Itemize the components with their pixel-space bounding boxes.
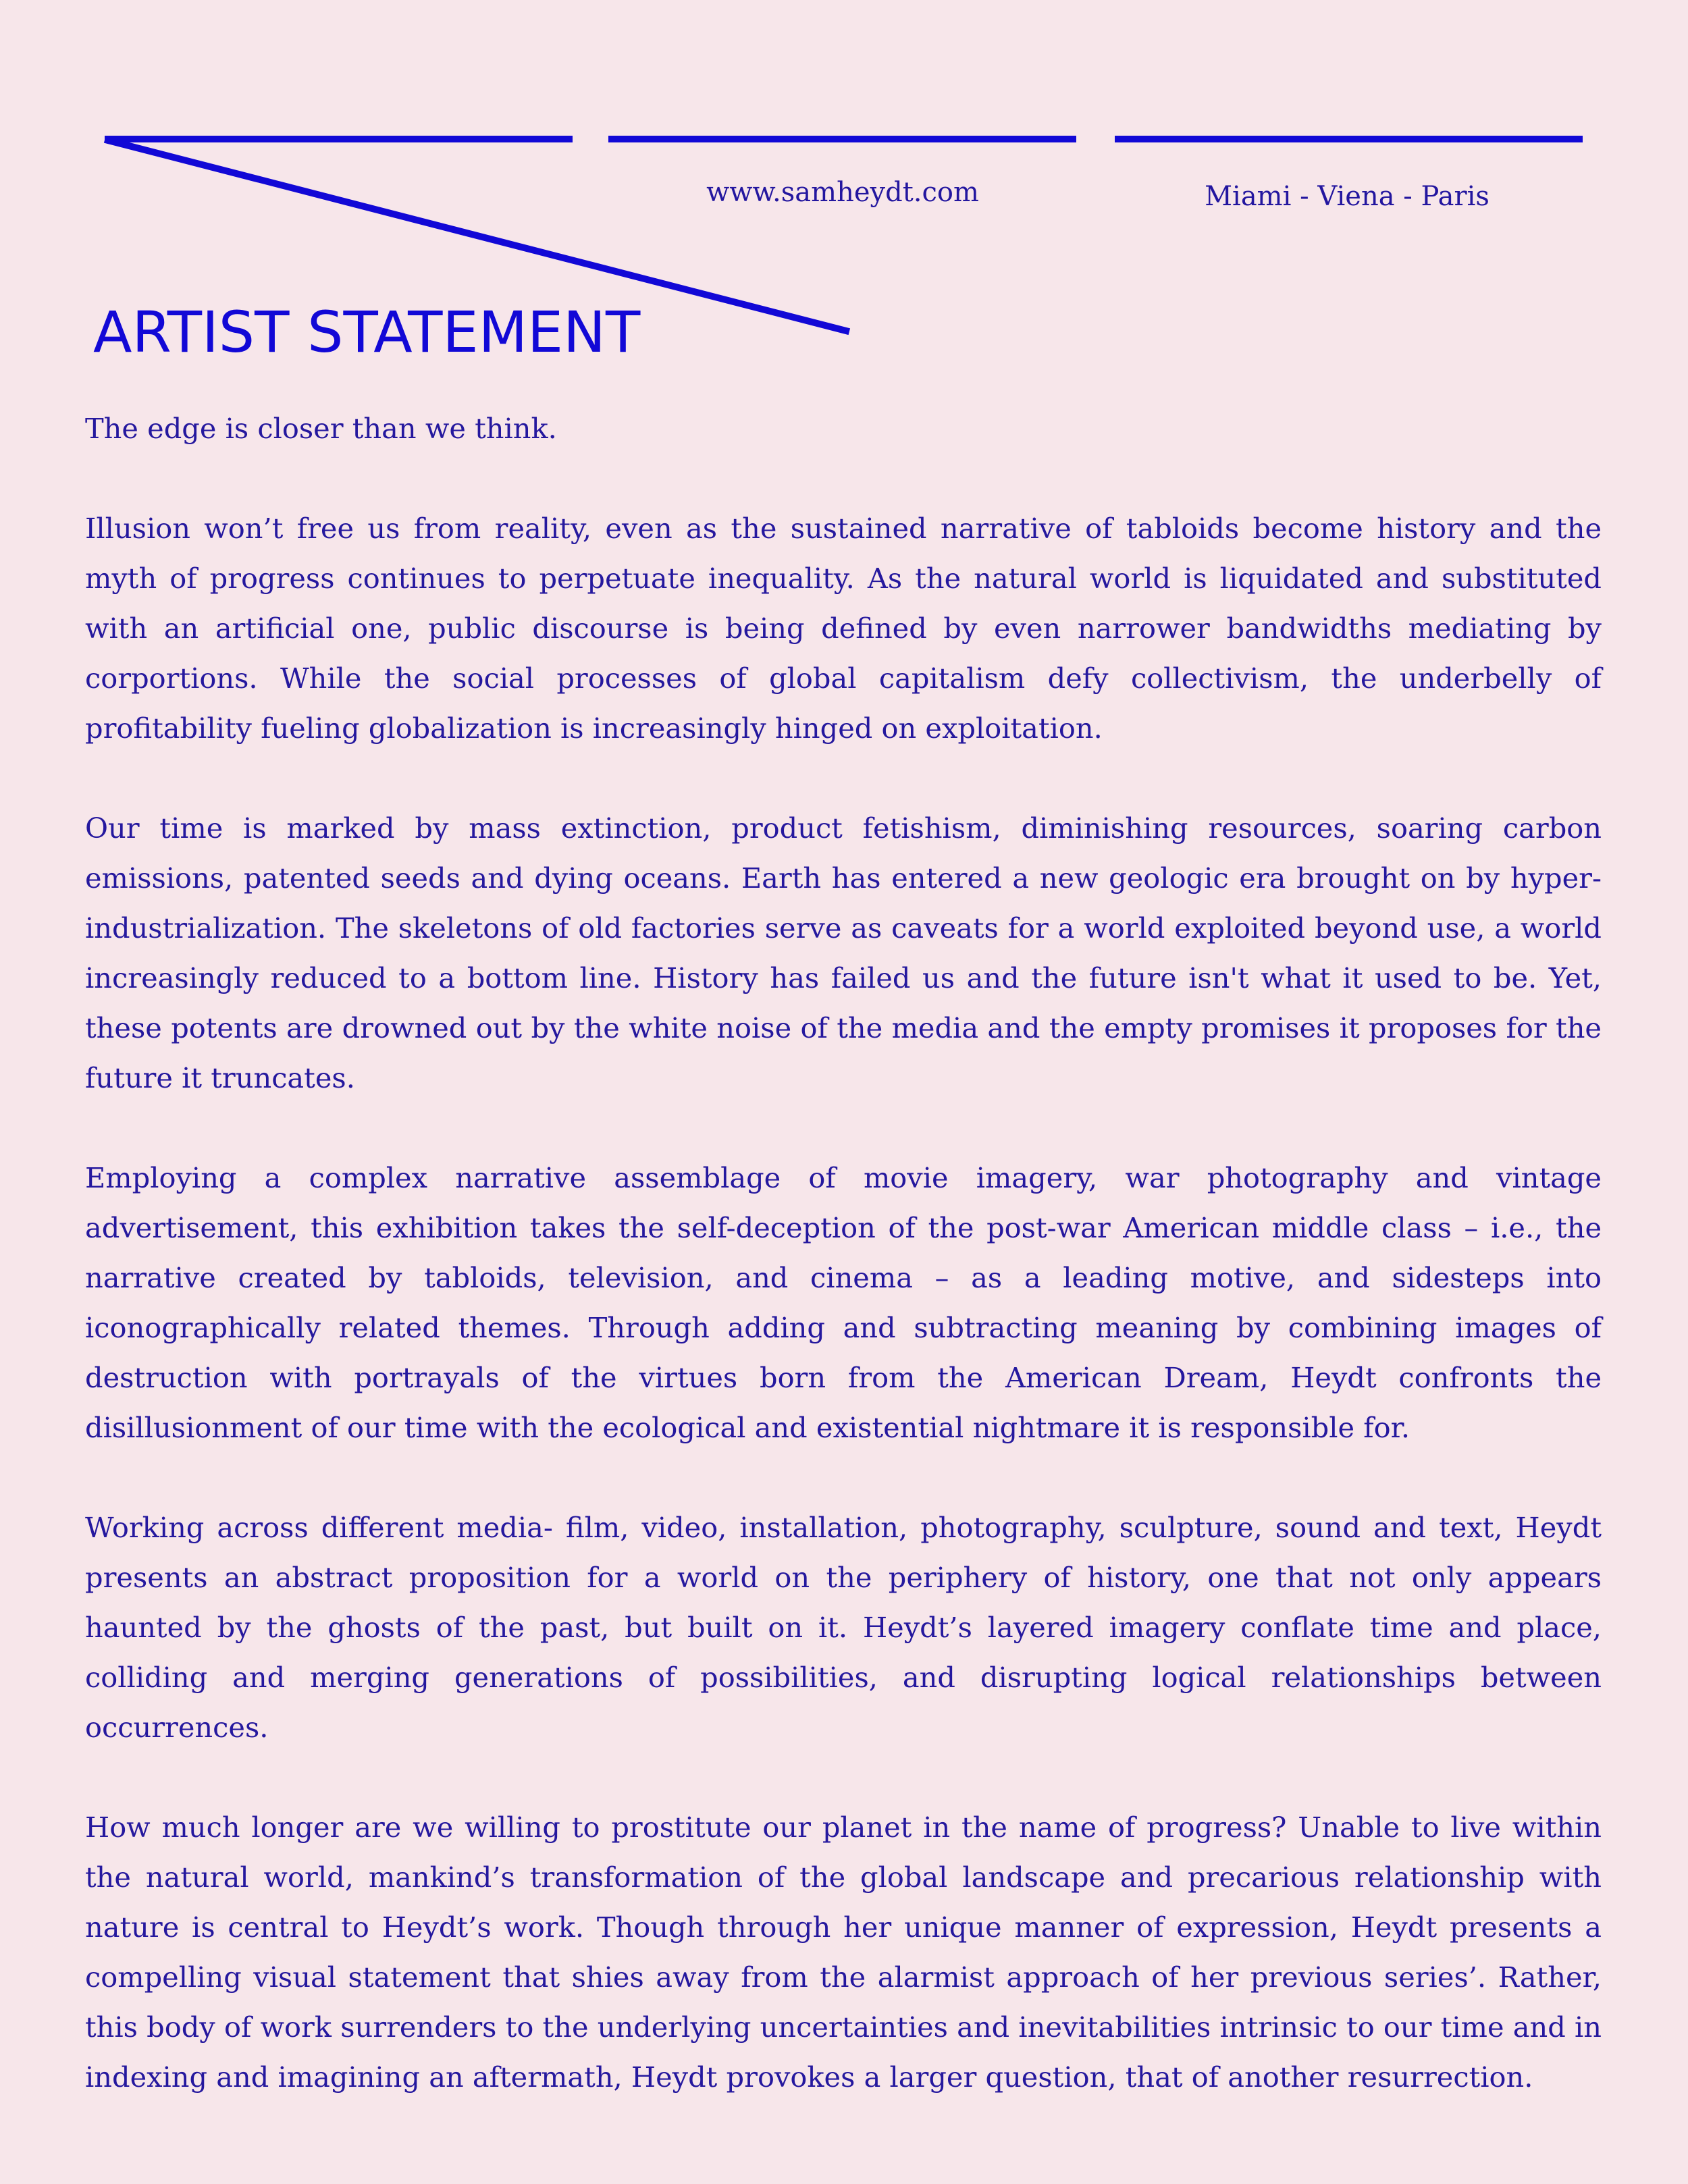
statement-paragraph-5: Working across different media- film, video, installation, photography, sculpture, sound and text, Heydt presents an abstract proposition for a world on the periphery of history, one that not only appears haunted by the ghosts of the past, but built on it. Heydt’s layered imagery conflate time and place, colliding and merging generations of possibilities, and disrupting logical relationships between occurrences.: [85, 1511, 1602, 1744]
locations-text: Miami - Viena - Paris: [1205, 181, 1489, 212]
statement-paragraph-6: How much longer are we willing to prostitute our planet in the name of progress? Unable to live within the natural world, mankind’s transformation of the global landscape and precarious relationship with nature is central to Heydt’s work. Though through her unique manner of expression, Heydt presents a compelling visual statement that shies away from the alarmist approach of her previous series’. Rather, this body of work surrenders to the underlying uncertainties and inevitabilities intrinsic to our time and in indexing and imagining an aftermath, Heydt provokes a larger question, that of another resurrection.: [85, 1811, 1602, 2094]
page-title: ARTIST STATEMENT: [93, 299, 641, 365]
statement-paragraph-2: Illusion won’t free us from reality, even as the sustained narrative of tabloids become history and the myth of progress continues to perpetuate inequality. As the natural world is liquidated and substituted with an artificial one, public discourse is being defined by even narrower bandwidths mediating by corportions. While the social processes of global capitalism defy collectivism, the underbelly of profitability fueling globalization is increasingly hinged on exploitation.: [85, 512, 1602, 745]
website-url: www.samheydt.com: [706, 177, 979, 208]
statement-body: [85, 404, 1602, 2152]
statement-paragraph-4: Employing a complex narrative assemblage of movie imagery, war photography and vintage advertisement, this exhibition takes the self-deception of the post-war American middle class – i.e., the narrative created by tabloids, television, and cinema – as a leading motive, and sidesteps into iconographically related themes. Through adding and subtracting meaning by combining images of destruction with portrayals of the virtues born from the American Dream, Heydt confronts the disillusionment of our time with the ecological and existential nightmare it is responsible for.: [85, 1161, 1602, 1444]
statement-paragraph-1: The edge is closer than we think.: [85, 412, 557, 445]
statement-paragraph-3: Our time is marked by mass extinction, product fetishism, diminishing resources, soaring carbon emissions, patented seeds and dying oceans. Earth has entered a new geologic era brought on by hyper-industrialization. The skeletons of old factories serve as caveats for a world exploited beyond use, a world increasingly reduced to a bottom line. History has failed us and the future isn't what it used to be. Yet, these potents are drowned out by the white noise of the media and the empty promises it proposes for the future it truncates.: [85, 811, 1602, 1094]
